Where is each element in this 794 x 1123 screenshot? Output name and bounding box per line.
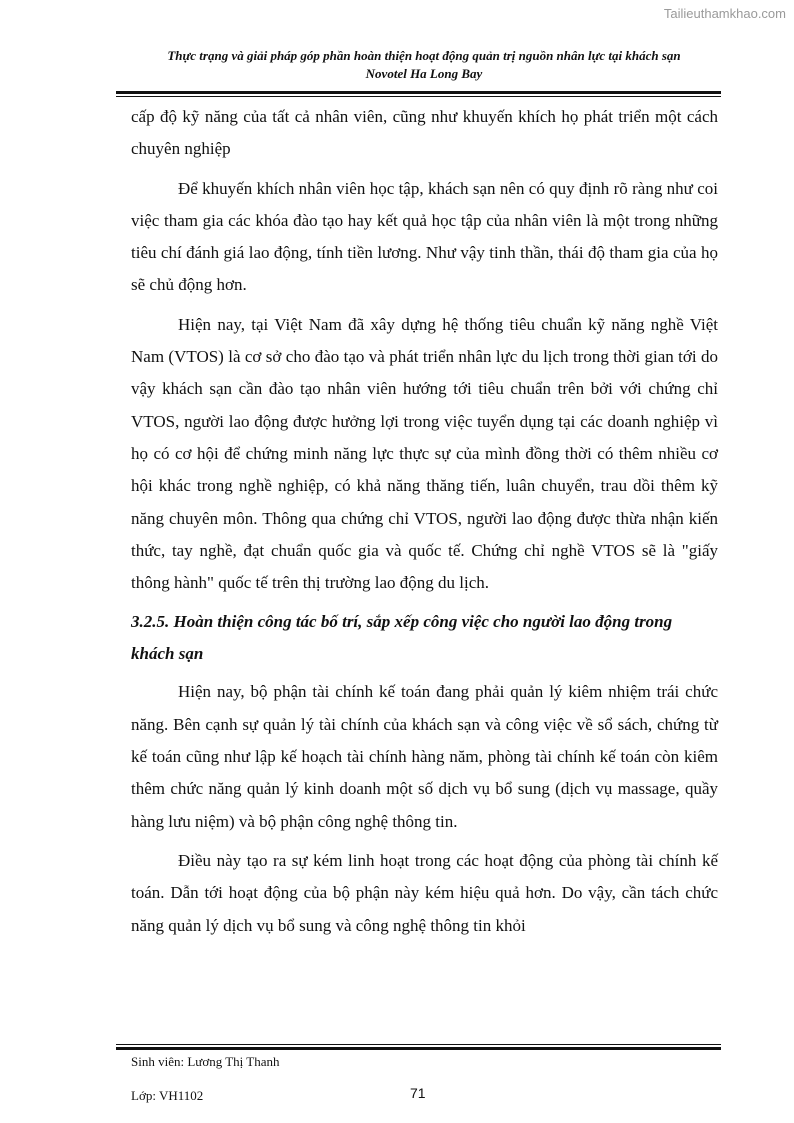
paragraph-vtos: Hiện nay, tại Việt Nam đã xây dựng hệ thống tiêu chuẩn kỹ năng nghề Việt Nam (VTOS) là cơ sở cho đào tạo và phát triển nhân lực du lịch trong thời gian tới do vậy khách sạn cần đào tạo nhân viên hướng tới tiêu chuẩn trên bởi với chứng chỉ VTOS, người lao động được hưởng lợi trong việc tuyển dụng tại các doanh nghiệp vì họ có cơ hội để chứng minh năng lực thực sự của mình đồng thời có thêm nhiều cơ hội khác trong nghề nghiệp, có khả năng thăng tiến, luân chuyển, trau dồi thêm kỹ năng chuyên môn. Thông qua chứng chỉ VTOS, người lao động được thừa nhận kiến thức, tay nghề, đạt chuẩn quốc gia và quốc tế. Chứng chỉ nghề VTOS sẽ là "giấy thông hành" quốc tế trên thị trường lao động du lịch. (131, 314, 718, 593)
footer-divider (116, 1044, 721, 1050)
header-divider (116, 91, 721, 97)
paragraph-accounting-dept: Hiện nay, bộ phận tài chính kế toán đang phải quản lý kiêm nhiệm trái chức năng. Bên cạnh sự quản lý tài chính của khách sạn và công việc về sổ sách, chứng từ kế toán cũng như lập kế hoạch tài chính hàng năm, phòng tài chính kế toán còn kiêm thêm chức năng quản lý kinh doanh một số dịch vụ bổ sung (dịch vụ massage, quầy hàng lưu niệm) và bộ phận công nghệ thông tin. (131, 682, 718, 831)
watermark: Tailieuthamkhao.com (663, 6, 786, 21)
paragraph-flexibility: Điều này tạo ra sự kém linh hoạt trong các hoạt động của phòng tài chính kế toán. Dẫn tới hoạt động của bộ phận này kém hiệu quả hơn. Do vậy, cần tách chức năng quản lý dịch vụ bổ sung và công nghệ thông tin khỏi (131, 850, 718, 935)
footer-student: Sinh viên: Lương Thị Thanh (131, 1054, 280, 1069)
paragraph-continuation: cấp độ kỹ năng của tất cả nhân viên, cũng như khuyến khích họ phát triển một cách chuyên nghiệp (131, 107, 718, 159)
paragraph-training-policy: Để khuyến khích nhân viên học tập, khách sạn nên có quy định rõ ràng như coi việc tham gia các khóa đào tạo hay kết quả học tập của nhân viên là một trong những tiêu chí đánh giá lao động, tính tiền lương. Như vậy tinh thần, thái độ tham gia của họ sẽ chủ động hơn. (131, 178, 718, 295)
page-number: 71 (410, 1085, 426, 1101)
footer-class: Lớp: VH1102 (131, 1088, 204, 1103)
page-header (120, 47, 728, 83)
document-body (131, 101, 718, 949)
section-heading: 3.2.5. Hoàn thiện công tác bố trí, sắp xếp công việc cho người lao động trong khách sạn (131, 612, 673, 664)
header-title-line2: Novotel Ha Long Bay (365, 66, 483, 81)
header-title-line1: Thực trạng và giải pháp góp phần hoàn thiện hoạt động quản trị nguồn nhân lực tại khách sạn (167, 48, 681, 63)
